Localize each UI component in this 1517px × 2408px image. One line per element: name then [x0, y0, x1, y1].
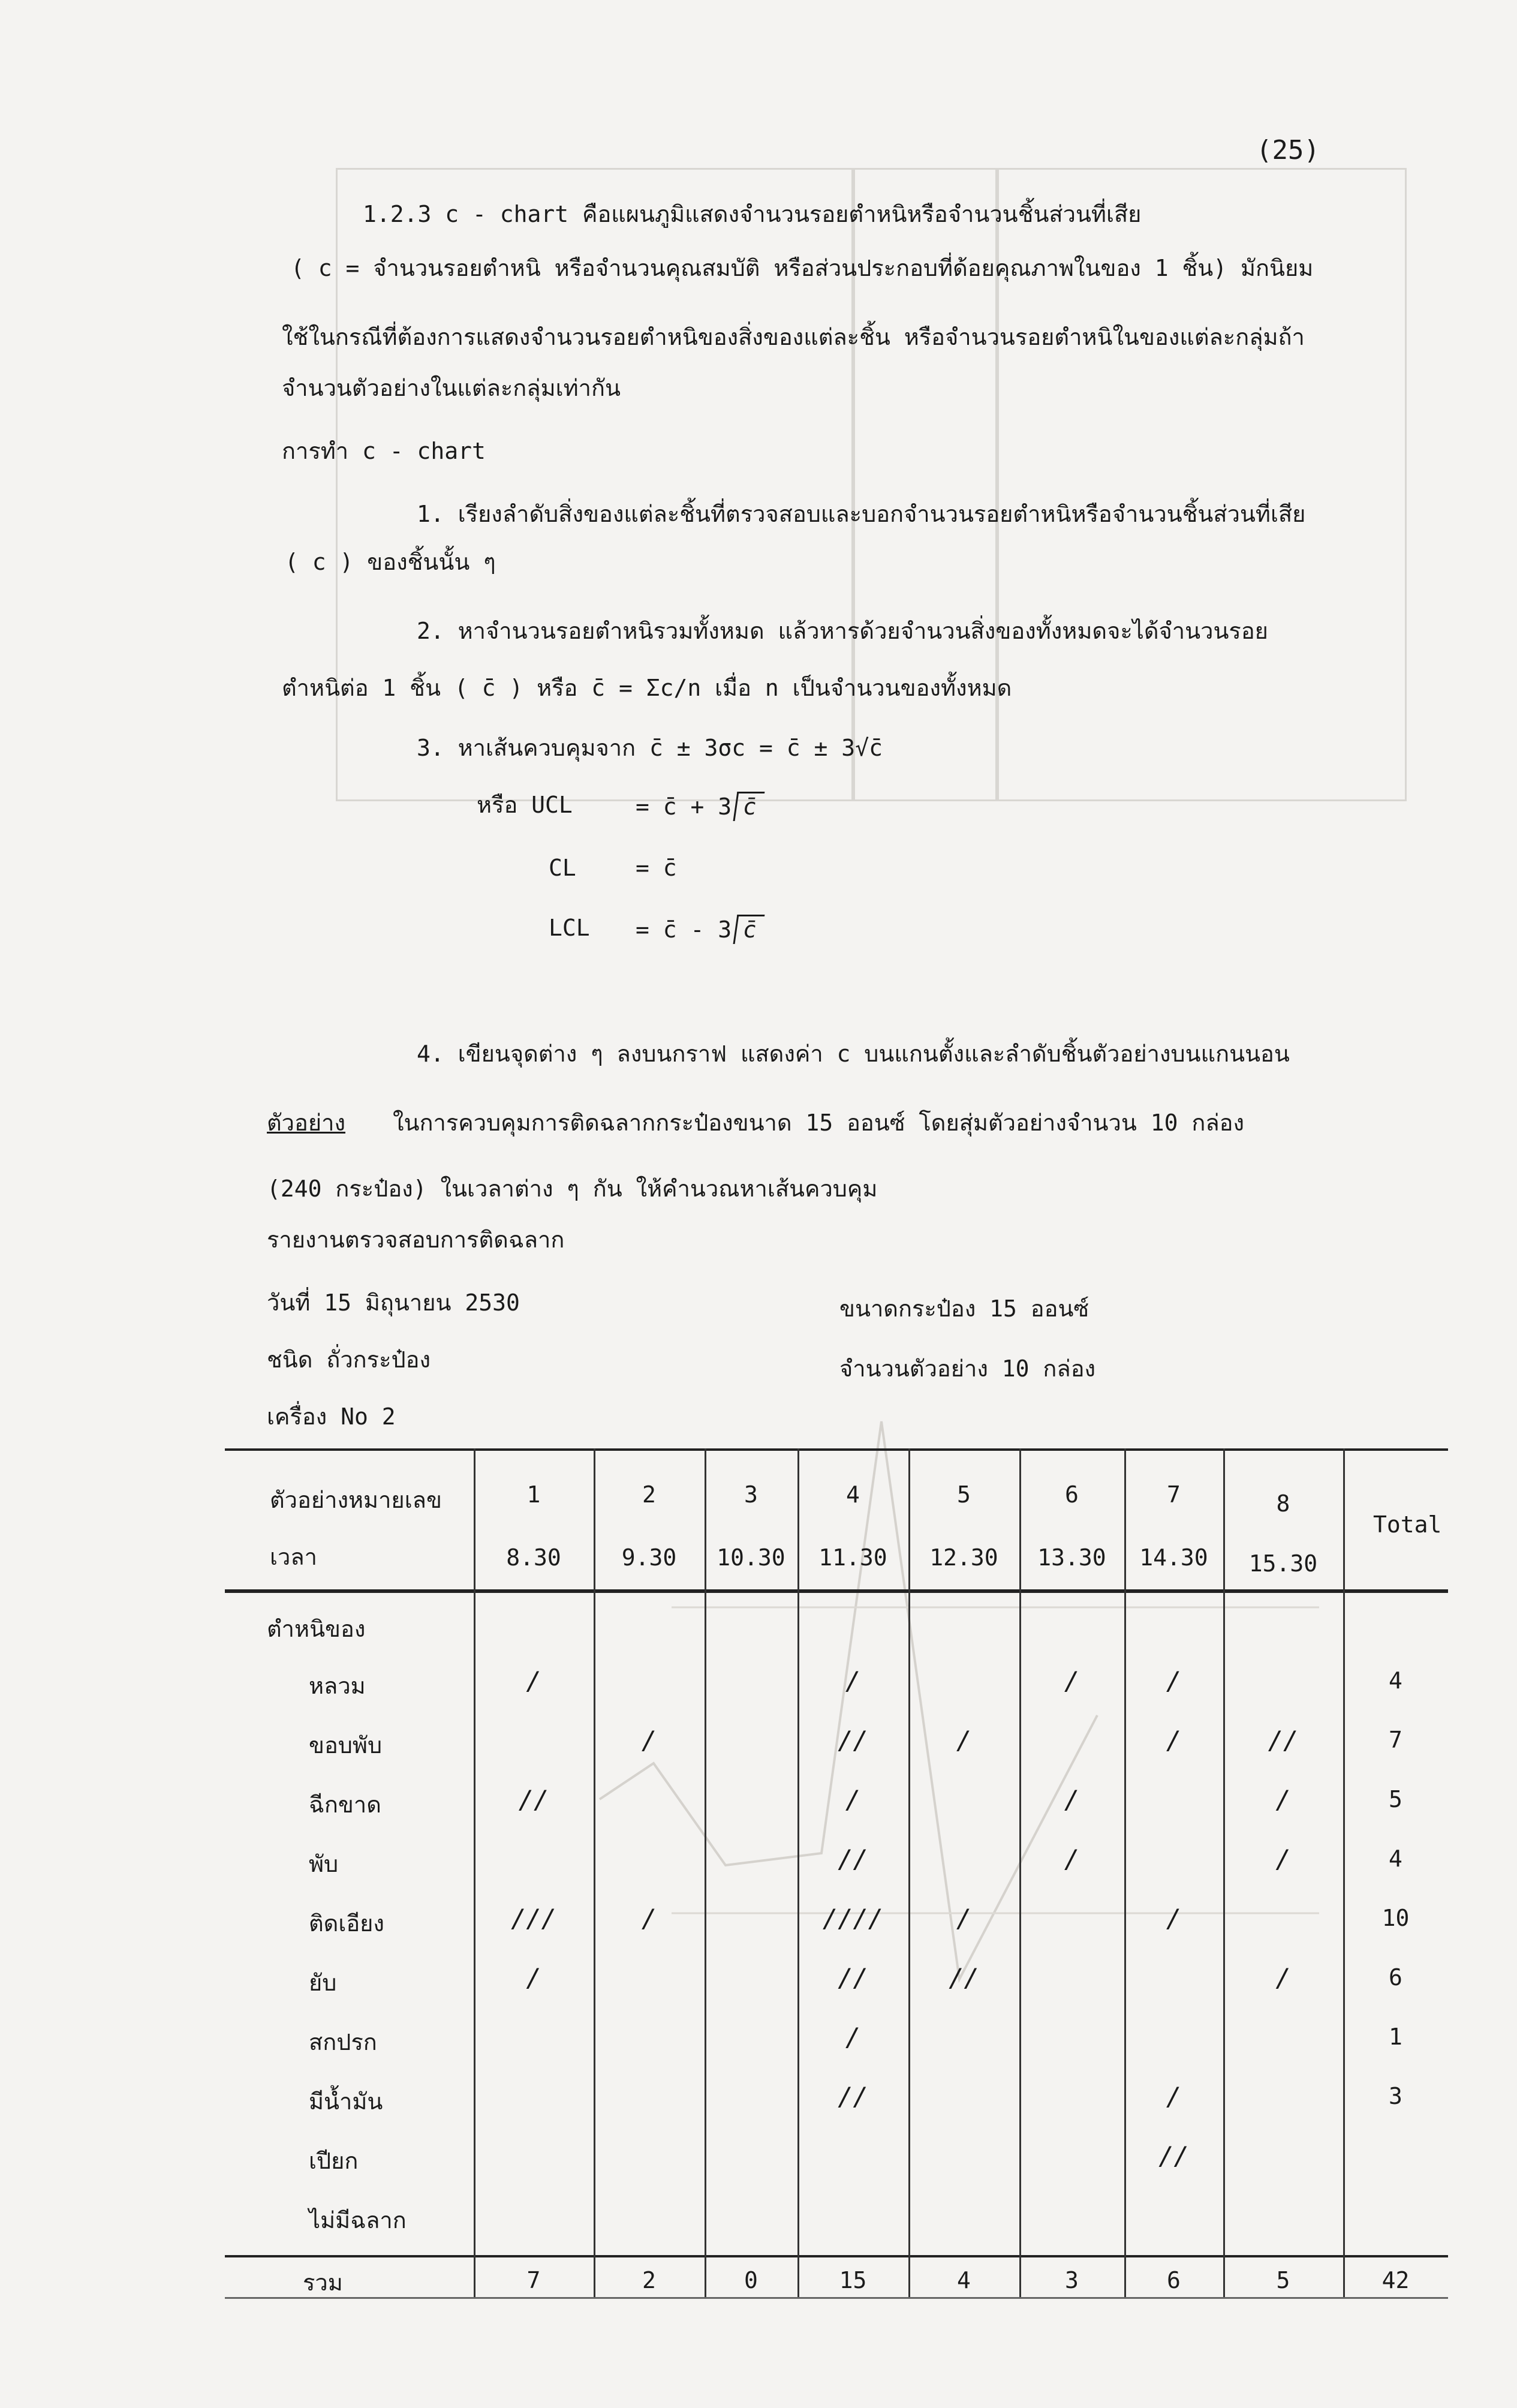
tally-mark: // — [518, 1785, 549, 1814]
header-time: เวลา — [270, 1544, 317, 1570]
tally-mark: / — [1064, 1785, 1080, 1814]
example-line-2: (240 กระป๋อง) ในเวลาต่าง ๆ กัน ให้คำนวณหาเส้นควบคุม — [267, 1176, 878, 1202]
report-machine: เครื่อง No 2 — [267, 1403, 396, 1430]
row-total: 7 — [1389, 1727, 1402, 1753]
tally-mark: / — [845, 1785, 861, 1814]
grand-total: 42 — [1381, 2267, 1410, 2293]
cl-expression: = c̄ — [636, 855, 677, 881]
tally-mark: // — [838, 2082, 868, 2111]
row-total: 3 — [1389, 2083, 1402, 2109]
sum-value: 6 — [1167, 2267, 1181, 2293]
tally-mark: / — [1064, 1666, 1080, 1695]
tally-mark: / — [641, 1904, 657, 1933]
sample-time: 10.30 — [717, 1544, 785, 1571]
table-col-border — [1343, 1448, 1345, 2297]
sample-time: 9.30 — [621, 1544, 677, 1571]
method-title: การทำ c - chart — [282, 438, 486, 464]
tally-mark: / — [956, 1904, 972, 1933]
tally-mark: / — [526, 1963, 541, 1992]
report-type: ชนิด ถั่วกระป๋อง — [267, 1346, 431, 1373]
tally-mark: // — [1158, 2141, 1189, 2170]
lcl-label: LCL — [549, 915, 590, 941]
table-col-border — [594, 1448, 595, 2297]
row-total: 1 — [1389, 2024, 1402, 2050]
row-total: 6 — [1389, 1964, 1402, 1991]
table-top-border — [225, 1448, 1448, 1451]
tally-mark: / — [641, 1725, 657, 1755]
table-col-border — [474, 1448, 475, 2297]
sum-value: 3 — [1065, 2267, 1079, 2293]
row-total: 4 — [1389, 1845, 1402, 1872]
table-header-border — [225, 1589, 1448, 1593]
lcl-expression-text: = c̄ - 3 — [636, 916, 732, 943]
report-date: วันที่ 15 มิถุนายน 2530 — [267, 1289, 520, 1316]
intro-line-2: ใช้ในกรณีที่ต้องการแสดงจำนวนรอยตำหนิของสิ่งของแต่ละชิ้น หรือจำนวนรอยตำหนิในของแต่ละกลุ่มถ้า — [282, 324, 1305, 350]
sample-number: 7 — [1167, 1481, 1181, 1508]
sample-time: 11.30 — [818, 1544, 887, 1571]
page-number: (25) — [1256, 135, 1320, 166]
tally-mark: / — [1064, 1844, 1080, 1874]
tally-mark: /// — [511, 1904, 556, 1933]
example-label: ตัวอย่าง — [267, 1110, 345, 1136]
table-sum-border — [225, 2255, 1448, 2257]
tally-mark: / — [1275, 1963, 1291, 1992]
sum-value: 0 — [744, 2267, 758, 2293]
inspection-table — [225, 1448, 1448, 2300]
tally-mark: // — [838, 1963, 868, 1992]
tally-mark: / — [1166, 1904, 1182, 1933]
sum-value: 15 — [839, 2267, 867, 2293]
report-title: รายงานตรวจสอบการติดฉลาก — [267, 1226, 565, 1253]
sample-number: 8 — [1276, 1490, 1290, 1517]
defect-name: พับ — [309, 1851, 339, 1877]
cl-label: CL — [549, 855, 576, 881]
defect-name: สกปรก — [309, 2029, 377, 2055]
sample-number: 1 — [526, 1481, 541, 1508]
step-2-line-2: ตำหนิต่อ 1 ชิ้น ( c̄ ) หรือ c̄ = Σc/n เมื่อ n เป็นจำนวนของทั้งหมด — [282, 675, 1012, 701]
tally-mark: // — [1268, 1725, 1299, 1755]
defect-name: เปียก — [309, 2148, 359, 2174]
step-4-line: 4. เขียนจุดต่าง ๆ ลงบนกราฟ แสดงค่า c บนแกนตั้งและลำดับชิ้นตัวอย่างบนแกนนอน — [417, 1041, 1290, 1067]
step-2-line-1: 2. หาจำนวนรอยตำหนิรวมทั้งหมด แล้วหารด้วยจำนวนสิ่งของทั้งหมดจะได้จำนวนรอย — [417, 618, 1268, 644]
table-bottom-border — [225, 2297, 1448, 2299]
sample-number: 3 — [744, 1481, 758, 1508]
row-total: 10 — [1381, 1905, 1410, 1931]
tally-mark: / — [1275, 1844, 1291, 1874]
defect-name: ยับ — [309, 1970, 337, 1996]
sample-number: 4 — [846, 1481, 860, 1508]
sample-time: 12.30 — [929, 1544, 998, 1571]
intro-line-3: จำนวนตัวอย่างในแต่ละกลุ่มเท่ากัน — [282, 375, 621, 401]
defect-name: ติดเอียง — [309, 1910, 384, 1937]
report-can-size: ขนาดกระป๋อง 15 ออนซ์ — [839, 1295, 1089, 1322]
defect-name: ไม่มีฉลาก — [309, 2207, 407, 2233]
tally-mark: / — [526, 1666, 541, 1695]
example-line-1: ในการควบคุมการติดฉลากกระป๋องขนาด 15 ออนซ์ โดยสุ่มตัวอย่างจำนวน 10 กล่อง — [393, 1110, 1245, 1136]
header-sample-number: ตัวอย่างหมายเลข — [270, 1487, 442, 1513]
tally-mark: / — [845, 2022, 861, 2052]
row-total: 5 — [1389, 1786, 1402, 1812]
header-total: Total — [1373, 1511, 1442, 1538]
tally-mark: / — [956, 1725, 972, 1755]
defect-name: มีน้ำมัน — [309, 2088, 383, 2115]
tally-mark: / — [845, 1666, 861, 1695]
tally-mark: / — [1166, 2082, 1182, 2111]
tally-mark: / — [1166, 1725, 1182, 1755]
ucl-label: หรือ UCL — [477, 792, 573, 818]
step-3-line: 3. หาเส้นควบคุมจาก c̄ ± 3σc = c̄ ± 3√c̄ — [417, 735, 883, 761]
defect-name: ฉีกขาด — [309, 1791, 381, 1818]
sum-value: 2 — [642, 2267, 656, 2293]
tally-mark: //// — [822, 1904, 884, 1933]
intro-line-1: ( c = จำนวนรอยตำหนิ หรือจำนวนคุณสมบัติ หรือส่วนประกอบที่ด้อยคุณภาพในของ 1 ชิ้น) มักนิยม — [291, 255, 1314, 281]
ucl-expression — [636, 792, 763, 821]
sum-label: รวม — [303, 2269, 343, 2296]
sample-number: 5 — [957, 1481, 971, 1508]
report-sample-count: จำนวนตัวอย่าง 10 กล่อง — [839, 1355, 1096, 1382]
lcl-expression — [636, 915, 763, 944]
tally-mark: // — [949, 1963, 979, 1992]
table-col-border — [705, 1448, 706, 2297]
tally-mark: / — [1275, 1785, 1291, 1814]
sample-time: 13.30 — [1037, 1544, 1106, 1571]
tally-mark: / — [1166, 1666, 1182, 1695]
sqrt-symbol: c̄ — [733, 915, 765, 944]
sample-time: 14.30 — [1139, 1544, 1208, 1571]
row-total: 4 — [1389, 1667, 1402, 1694]
defect-name: หลวม — [309, 1673, 366, 1699]
tally-mark: // — [838, 1844, 868, 1874]
sample-number: 2 — [642, 1481, 656, 1508]
sqrt-symbol: c̄ — [733, 792, 765, 821]
defect-name: ขอบพับ — [309, 1732, 383, 1758]
ucl-expression-text: = c̄ + 3 — [636, 793, 732, 820]
sample-time: 15.30 — [1248, 1550, 1318, 1577]
section-heading: 1.2.3 c - chart คือแผนภูมิแสดงจำนวนรอยตำหนิหรือจำนวนชิ้นส่วนที่เสีย — [363, 201, 1142, 227]
step-1-line-1: 1. เรียงลำดับสิ่งของแต่ละชิ้นที่ตรวจสอบและบอกจำนวนรอยตำหนิหรือจำนวนชิ้นส่วนที่เสีย — [417, 501, 1306, 527]
table-col-border — [908, 1448, 910, 2297]
tally-mark: // — [838, 1725, 868, 1755]
sample-time: 8.30 — [506, 1544, 561, 1571]
sum-value: 5 — [1276, 2267, 1290, 2293]
sum-value: 7 — [526, 2267, 541, 2293]
sum-value: 4 — [957, 2267, 971, 2293]
defect-header: ตำหนิของ — [267, 1616, 366, 1642]
step-1-line-2: ( c ) ของชิ้นนั้น ๆ — [285, 549, 496, 575]
sample-number: 6 — [1065, 1481, 1079, 1508]
